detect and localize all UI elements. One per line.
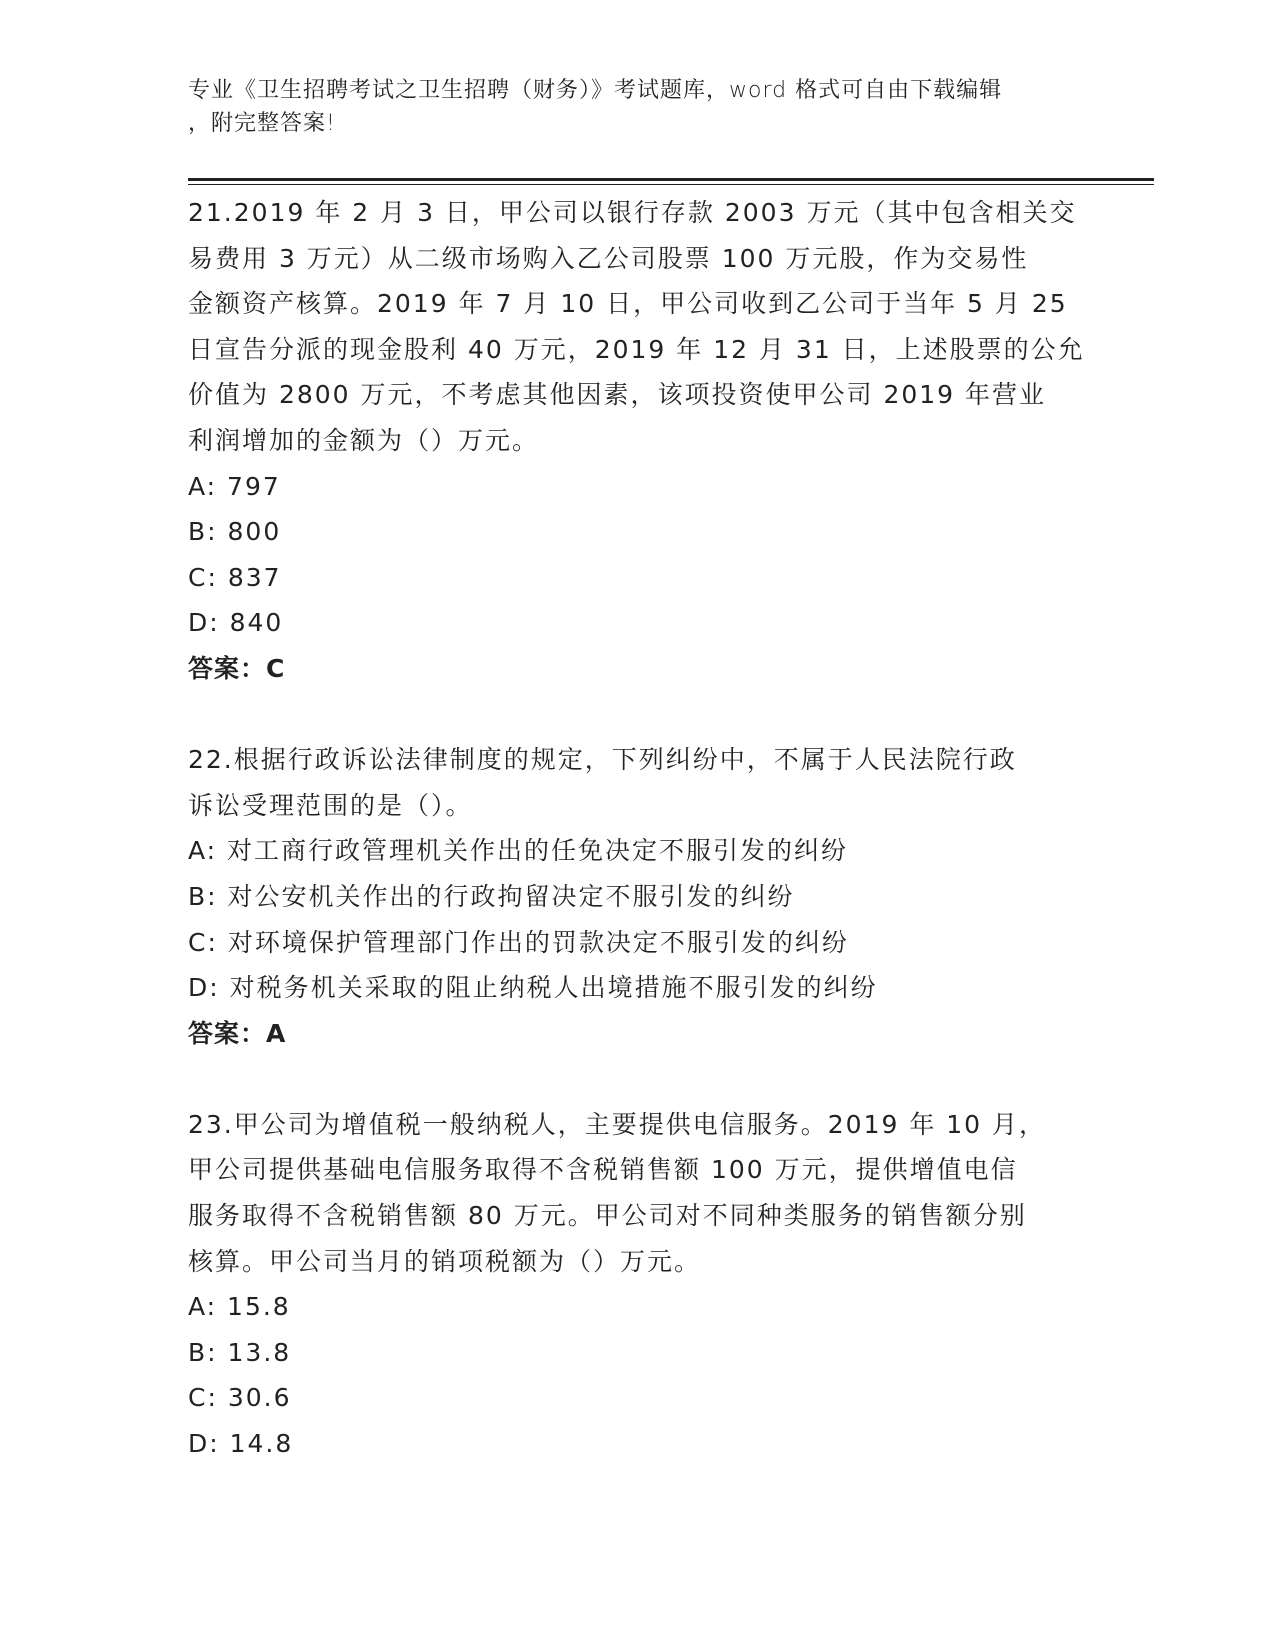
question-22 (188, 737, 1088, 1056)
answer-label: 答案：C (188, 653, 286, 683)
option-c: C: 30.6 (188, 1383, 292, 1413)
question-text-line: 金额资产核算。2019 年 7 月 10 日，甲公司收到乙公司于当年 5 月 25 (188, 289, 1068, 319)
option-d: D: 840 (188, 608, 284, 638)
question-text-line: 服务取得不含税销售额 80 万元。甲公司对不同种类服务的销售额分别 (188, 1201, 1027, 1231)
header-divider-thin (188, 184, 1154, 185)
question-text-line: 核算。甲公司当月的销项税额为（）万元。 (188, 1246, 702, 1276)
question-text-line: 日宣告分派的现金股利 40 万元，2019 年 12 月 31 日，上述股票的公允 (188, 334, 1085, 364)
option-b: B: 800 (188, 517, 282, 547)
option-a: A: 15.8 (188, 1292, 291, 1322)
answer-label: 答案：A (188, 1018, 287, 1048)
header-line-1: 专业《卫生招聘考试之卫生招聘（财务）》考试题库，word 格式可自由下载编辑 (188, 78, 1003, 103)
header-line-2: ，附完整答案! (188, 111, 336, 136)
header-divider-thick (188, 178, 1154, 181)
spacer (188, 692, 1088, 738)
question-list (188, 190, 1088, 1467)
question-text-line: 利润增加的金额为（）万元。 (188, 425, 540, 455)
option-d: D: 对税务机关采取的阻止纳税人出境措施不服引发的纠纷 (188, 973, 878, 1003)
question-21 (188, 190, 1088, 692)
question-text-line: 22.根据行政诉讼法律制度的规定，下列纠纷中，不属于人民法院行政 (188, 745, 1017, 775)
option-a: A: 对工商行政管理机关作出的任免决定不服引发的纠纷 (188, 836, 849, 866)
question-text-line: 甲公司提供基础电信服务取得不含税销售额 100 万元，提供增值电信 (188, 1155, 1018, 1185)
question-text-line: 易费用 3 万元）从二级市场购入乙公司股票 100 万元股，作为交易性 (188, 243, 1029, 273)
option-d: D: 14.8 (188, 1429, 294, 1459)
document-header (188, 74, 1068, 140)
question-text-line: 23.甲公司为增值税一般纳税人，主要提供电信服务。2019 年 10 月， (188, 1109, 1047, 1139)
option-a: A: 797 (188, 471, 281, 501)
option-c: C: 对环境保护管理部门作出的罚款决定不服引发的纠纷 (188, 927, 849, 957)
question-text-line: 21.2019 年 2 月 3 日，甲公司以银行存款 2003 万元（其中包含相关交 (188, 198, 1077, 227)
option-b: B: 对公安机关作出的行政拘留决定不服引发的纠纷 (188, 881, 795, 911)
question-text-line: 价值为 2800 万元，不考虑其他因素，该项投资使甲公司 2019 年营业 (188, 380, 1047, 410)
option-c: C: 837 (188, 562, 282, 592)
spacer (188, 1056, 1088, 1102)
question-text-line: 诉讼受理范围的是（）。 (188, 790, 473, 820)
question-23 (188, 1102, 1088, 1467)
option-b: B: 13.8 (188, 1337, 292, 1367)
